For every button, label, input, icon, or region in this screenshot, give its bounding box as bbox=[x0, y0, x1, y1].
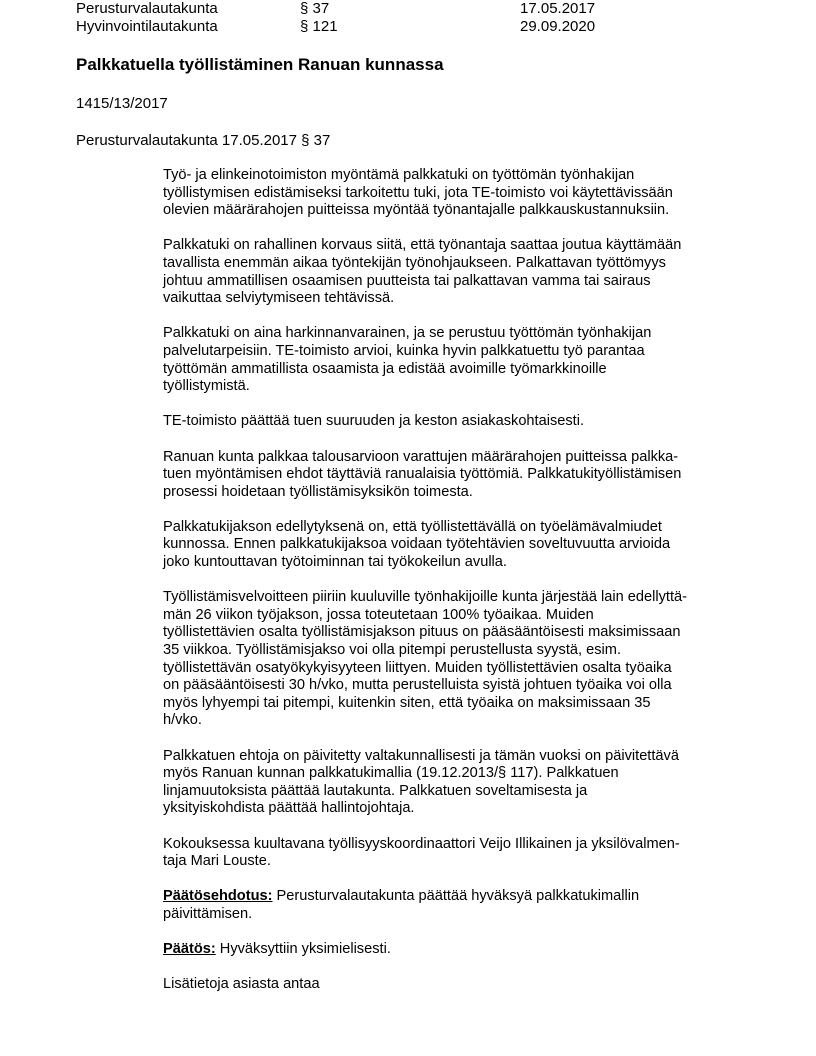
paragraph bbox=[163, 519, 748, 572]
text-line: vaikuttaa selviytymiseen tehtävissä. bbox=[163, 290, 395, 307]
text-line: työllistymistä. bbox=[163, 378, 250, 395]
text-line: on pääsääntöisesti 30 h/vko, mutta perustelluista syistä johtuen työaika voi olla bbox=[163, 677, 672, 694]
decision-proposal bbox=[163, 888, 748, 923]
paragraph bbox=[163, 449, 748, 502]
text-line: olevien määrärahojen puitteissa myöntää työnantajalle palkkauskustannuksiin. bbox=[163, 202, 670, 219]
text-line: palvelutarpeisiin. TE-toimisto arvioi, kuinka hyvin palkkatuettu työ parantaa bbox=[163, 342, 645, 359]
text-line: Työ- ja elinkeinotoimiston myöntämä palkkatuki on työttömän työnhakijan bbox=[163, 167, 635, 183]
reference-date: 29.09.2020 bbox=[520, 18, 596, 35]
text-line: män 26 viikon työjakson, jossa toteutetaan 100% työaikaa. Muiden bbox=[163, 606, 594, 623]
text-line: Palkkatuen ehtoja on päivitetty valtakunnallisesti ja tämän vuoksi on päivitettävä bbox=[163, 747, 679, 764]
reference-section: § 121 bbox=[300, 18, 338, 35]
text-line: joko kuntouttavan työtoiminnan tai työkokeilun avulla. bbox=[163, 554, 507, 571]
paragraph bbox=[163, 836, 748, 871]
text-line: Lisätietoja asiasta antaa bbox=[163, 976, 320, 993]
decision bbox=[163, 941, 748, 959]
decision-label: Päätös: bbox=[163, 941, 216, 958]
paragraph bbox=[163, 237, 748, 307]
reference-body: Perusturvalautakunta bbox=[76, 0, 218, 17]
text-line: myös Ranuan kunnan palkkatukimallia (19.12.2013/§ 117). Palkkatuen bbox=[163, 765, 619, 782]
reference-body: Hyvinvointilautakunta bbox=[76, 18, 218, 35]
document-title: Palkkatuella työllistäminen Ranuan kunnassa bbox=[76, 55, 444, 74]
text-line: Palkkatukijakson edellytyksenä on, että työllistettävällä on työelämävalmiudet bbox=[163, 518, 662, 535]
text-line: myös lyhyempi tai pitempi, kuitenkin siten, että työaika on maksimissaan 35 bbox=[163, 694, 651, 711]
text-line: työllistettävän osatyökykyisyyteen liittyen. Muiden työllistettävien osalta työaika bbox=[163, 659, 672, 676]
text-line: h/vko. bbox=[163, 712, 202, 729]
text-line: prosessi hoidetaan työllistämisyksikön toimesta. bbox=[163, 483, 473, 500]
text-line: työllistymisen edistämiseksi tarkoitettu tuki, jota TE-toimisto voi käytettävissään bbox=[163, 184, 673, 201]
reference-date: 17.05.2017 bbox=[520, 0, 596, 17]
text-line: yksityiskohdista päättää hallintojohtaja. bbox=[163, 800, 415, 817]
text-line: työttömän ammatillista osaamista ja edistää avoimille työmarkkinoille bbox=[163, 360, 607, 377]
text-line: johtuu ammatillisen osaamisen puutteista tai palkattavan vamma tai sairaus bbox=[163, 272, 651, 289]
paragraph bbox=[163, 167, 748, 220]
paragraph bbox=[163, 413, 748, 431]
text-line: tavallista enemmän aikaa työntekijän työnohjaukseen. Palkattavan työttömyys bbox=[163, 254, 666, 271]
text-line: Kokouksessa kuultavana työllisyyskoordinaattori Veijo Illikainen ja yksilövalmen- bbox=[163, 835, 680, 852]
paragraph bbox=[163, 325, 748, 395]
text-line: TE-toimisto päättää tuen suuruuden ja keston asiakaskohtaisesti. bbox=[163, 413, 585, 430]
document-body bbox=[163, 167, 748, 1012]
text-line: Palkkatuki on aina harkinnanvarainen, ja se perustuu työttömän työnhakijan bbox=[163, 325, 652, 342]
text-line: kunnossa. Ennen palkkatukijaksoa voidaan työtehtävien soveltuvuutta arvioida bbox=[163, 536, 671, 553]
meeting-reference: Perusturvalautakunta 17.05.2017 § 37 bbox=[76, 132, 331, 149]
text-line: 35 viikkoa. Työllistämisjakso voi olla pitempi perustellusta syystä, esim. bbox=[163, 642, 621, 659]
reference-row bbox=[76, 0, 776, 18]
text-line bbox=[163, 888, 748, 906]
proposal-label: Päätösehdotus: bbox=[163, 888, 273, 905]
paragraph bbox=[163, 748, 748, 818]
text-line: päivittämisen. bbox=[163, 905, 253, 922]
text-line: Palkkatuki on rahallinen korvaus siitä, että työnantaja saattaa joutua käyttämään bbox=[163, 237, 682, 254]
reference-section: § 37 bbox=[300, 0, 330, 17]
paragraph bbox=[163, 589, 748, 730]
text-line: työllistettävien osalta työllistämisjakson pituus on pääsääntöisesti maksimissaan bbox=[163, 624, 681, 641]
text-line: linjamuutoksista päättää lautakunta. Palkkatuen soveltamisesta ja bbox=[163, 782, 588, 799]
more-info bbox=[163, 976, 748, 994]
proposal-text: Perusturvalautakunta päättää hyväksyä palkkatukimallin bbox=[272, 888, 640, 905]
decision-text: Hyväksyttiin yksimielisesti. bbox=[215, 941, 391, 958]
case-number: 1415/13/2017 bbox=[76, 95, 168, 112]
reference-row bbox=[76, 18, 776, 36]
text-line: taja Mari Louste. bbox=[163, 853, 271, 870]
text-line bbox=[163, 941, 748, 959]
text-line: Ranuan kunta palkkaa talousarvioon varattujen määrärahojen puitteissa palkka- bbox=[163, 448, 679, 465]
text-line: Työllistämisvelvoitteen piiriin kuuluville työnhakijoille kunta järjestää lain edellyttä- bbox=[163, 589, 688, 606]
text-line: tuen myöntämisen ehdot täyttäviä ranualaisia työttömiä. Palkkatukityöllistämisen bbox=[163, 466, 682, 483]
